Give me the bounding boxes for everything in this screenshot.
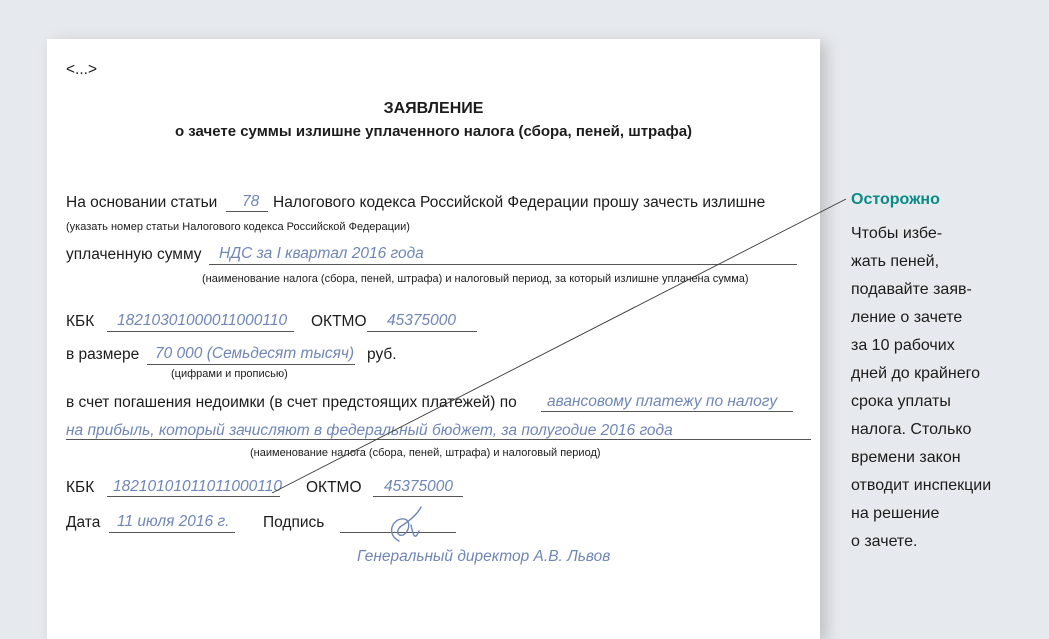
side-note-line: Чтобы избе- xyxy=(851,225,943,242)
hint-tax: (наименование налога (сбора, пеней, штрафа) и налоговый период, за который излишне уплачена сумма) xyxy=(202,273,749,285)
hint-amount: (цифрами и прописью) xyxy=(171,368,288,380)
document-title: ЗАЯВЛЕНИЕ xyxy=(383,100,484,117)
side-note-line: жать пеней, xyxy=(851,253,940,270)
side-note-line: о зачете. xyxy=(851,533,918,550)
amount-label: в размере xyxy=(66,346,140,363)
line2-label: уплаченную сумму xyxy=(66,246,202,263)
side-note-line: ление о зачете xyxy=(851,309,963,326)
hint-article: (указать номер статьи Налогового кодекса Российской Федерации) xyxy=(66,221,410,233)
side-note-title: Осторожно xyxy=(851,191,940,208)
side-note-line: срока уплаты xyxy=(851,393,951,410)
side-note-line: дней до крайнего xyxy=(851,365,980,382)
kbk2-value: 18210101011011000110 xyxy=(113,478,282,495)
hint-debt: (наименование налога (сбора, пеней, штрафа) и налоговый период) xyxy=(250,447,601,459)
kbk1-label: КБК xyxy=(66,313,95,330)
side-note-body xyxy=(851,220,991,556)
article-number-value: 78 xyxy=(242,193,260,210)
oktmo1-value: 45375000 xyxy=(387,312,456,329)
recipient-placeholder: <...> xyxy=(66,61,98,78)
line1-suffix: Налогового кодекса Российской Федерации прошу зачесть излишне xyxy=(273,194,766,211)
date-label: Дата xyxy=(66,514,101,531)
debt-value-1: авансовому платежу по налогу xyxy=(547,393,778,410)
document-subtitle: о зачете суммы излишне уплаченного налога (сбора, пеней, штрафа) xyxy=(174,123,693,140)
side-note-line: подавайте заяв- xyxy=(851,281,972,298)
oktmo2-label: ОКТМО xyxy=(306,479,362,496)
side-note-line: налога. Столько xyxy=(851,421,972,438)
amount-currency: руб. xyxy=(367,346,397,363)
side-note-line: за 10 рабочих xyxy=(851,337,955,354)
signer-name: Генеральный директор А.В. Львов xyxy=(357,548,611,565)
oktmo2-value: 45375000 xyxy=(384,478,453,495)
kbk2-label: КБК xyxy=(66,479,95,496)
debt-text: в счет погашения недоимки (в счет предстоящих платежей) по xyxy=(66,394,517,411)
side-note-line: на решение xyxy=(851,505,940,522)
side-note xyxy=(851,191,940,209)
oktmo1-label: ОКТМО xyxy=(311,313,367,330)
side-note-line: времени закон xyxy=(851,449,961,466)
debt-value-2: на прибыль, который зачисляют в федеральный бюджет, за полугодие 2016 года xyxy=(66,422,673,439)
date-value: 11 июля 2016 г. xyxy=(117,513,230,530)
line1-prefix: На основании статьи xyxy=(66,194,218,211)
signature-label: Подпись xyxy=(263,514,325,531)
kbk1-value: 18210301000011000110 xyxy=(117,312,288,329)
tax-period-value: НДС за I квартал 2016 года xyxy=(219,245,424,262)
amount-value: 70 000 (Семьдесят тысяч) xyxy=(155,345,355,362)
side-note-line: отводит инспекции xyxy=(851,477,992,494)
